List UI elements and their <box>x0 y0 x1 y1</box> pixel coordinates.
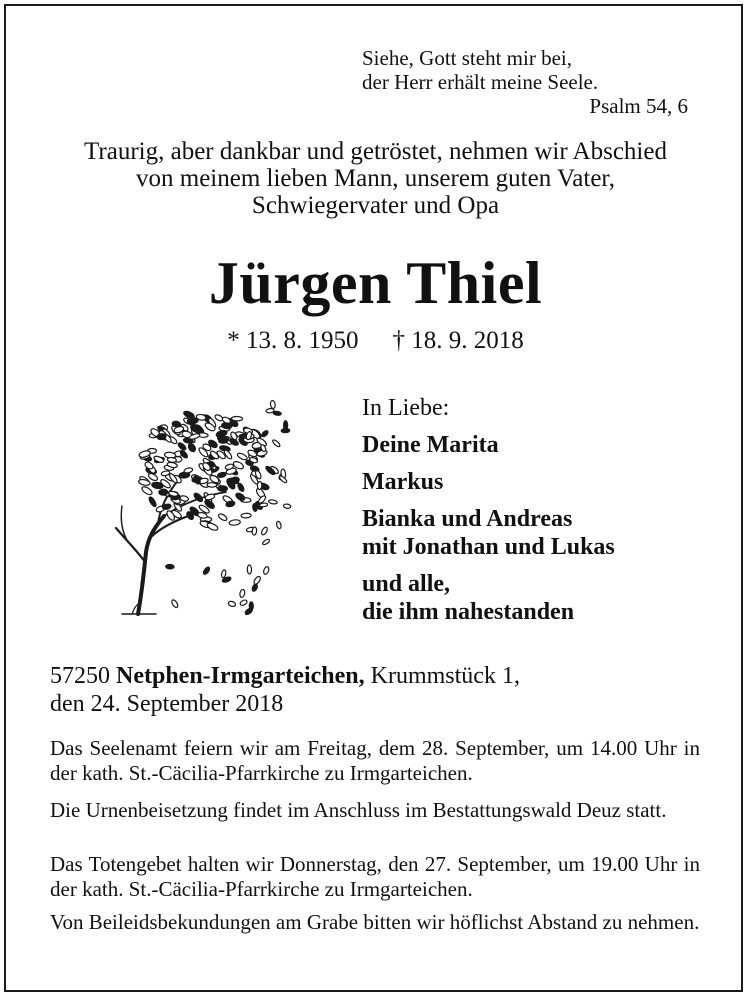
notice-condolences: Von Beileidsbekundungen am Grabe bitten wir höflichst Abstand zu nehmen. <box>50 910 700 934</box>
psalm-quote <box>362 46 692 118</box>
notice-urn-burial: Die Urnenbeisetzung findet im Anschluss im Bestattungswald Deuz statt. <box>50 798 667 822</box>
intro-line-2: von meinem lieben Mann, unserem guten Vater, <box>136 165 615 192</box>
family-member: und alle, <box>362 571 451 597</box>
family-member: Bianka und Andreas <box>362 506 573 532</box>
family-list <box>362 394 722 635</box>
address-date: den 24. September 2018 <box>50 691 284 717</box>
family-member: mit Jonathan und Lukas <box>362 534 615 560</box>
life-dates <box>0 326 751 356</box>
town: Netphen-Irmgarteichen, <box>116 663 365 689</box>
notice-prayer: Das Totengebet halten wir Donnerstag, den 27. September, um 19.00 Uhr in der kath. St.-Cäcilia-Pfarrkirche zu Irmgarteichen. <box>50 852 700 901</box>
address-line <box>50 662 710 690</box>
intro-line-1: Traurig, aber dankbar und getröstet, nehmen wir Abschied <box>84 138 667 165</box>
windswept-tree-icon <box>98 392 298 620</box>
psalm-reference: Psalm 54, 6 <box>589 94 688 118</box>
death-date: † 18. 9. 2018 <box>392 327 524 354</box>
street: Krummstück 1, <box>370 663 520 689</box>
family-intro: In Liebe: <box>362 395 450 421</box>
psalm-line-2: der Herr erhält meine Seele. <box>362 70 599 94</box>
intro-line-3: Schwiegervater und Opa <box>251 192 500 219</box>
family-member: Deine Marita <box>362 432 499 458</box>
address-block <box>50 662 710 718</box>
birth-date: * 13. 8. 1950 <box>227 327 359 354</box>
deceased-name: Jürgen Thiel <box>208 250 543 316</box>
notice-requiem: Das Seelenamt feiern wir am Freitag, dem 28. September, um 14.00 Uhr in der kath. St.-Cäcilia-Pfarrkirche zu Irmgarteichen. <box>50 736 700 785</box>
intro-text <box>40 138 711 219</box>
family-member: die ihm nahestanden <box>362 599 575 625</box>
family-member: Markus <box>362 469 444 495</box>
psalm-line-1: Siehe, Gott steht mir bei, <box>362 46 572 70</box>
postal-code: 57250 <box>50 663 110 689</box>
